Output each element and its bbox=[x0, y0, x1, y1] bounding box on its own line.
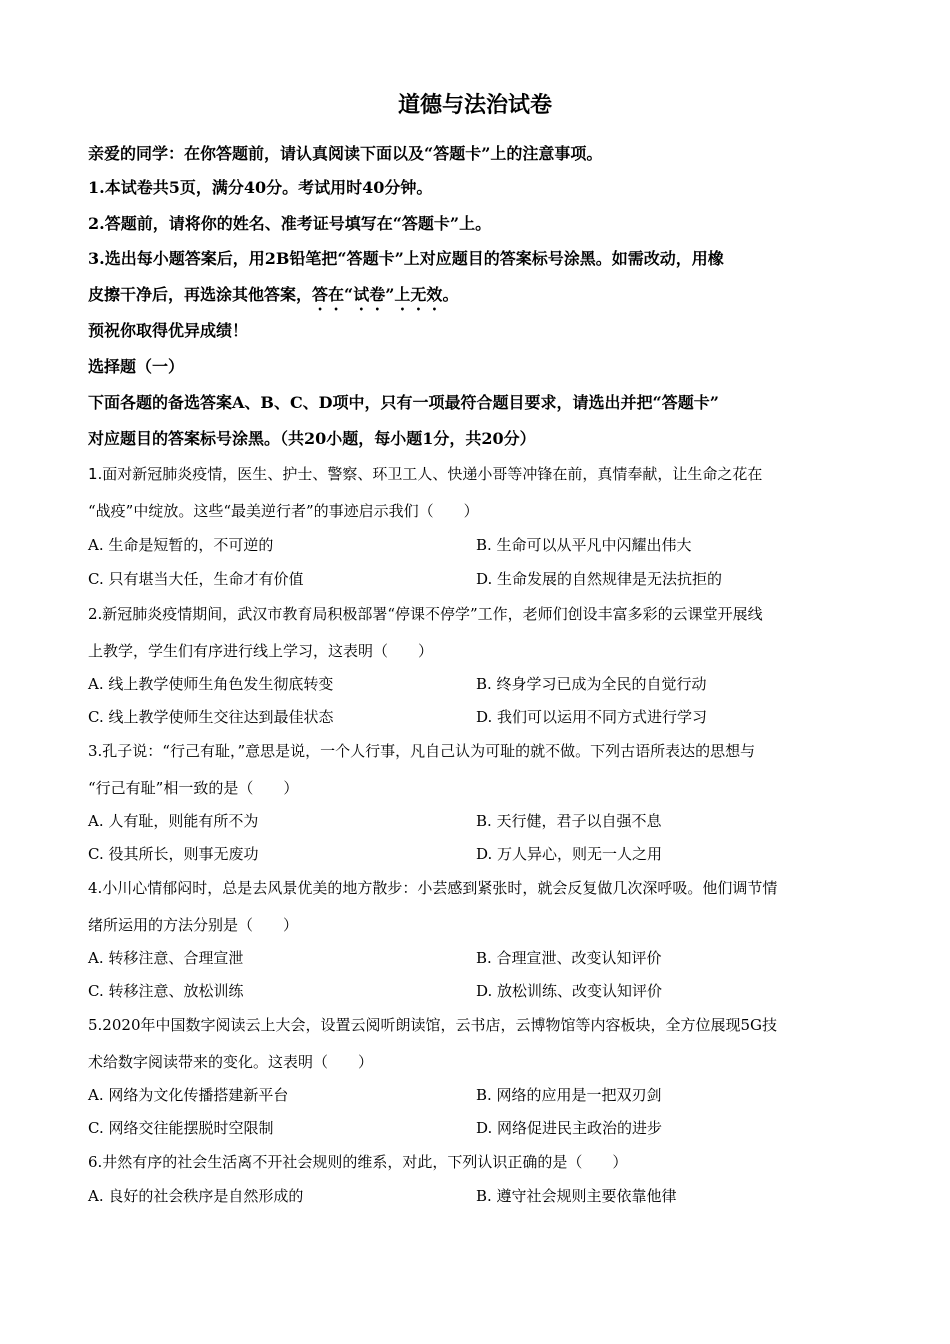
question-5-stem-line-1: 5.2020年中国数字阅读云上大会，设置云阅听朗读馆，云书店，云博物馆等内容板块，全方位展现5G技 bbox=[88, 1016, 778, 1034]
question-5-option-d: D. 网络促进民主政治的进步 bbox=[476, 1119, 663, 1137]
question-2-stem-line-2: 上教学，学生们有序进行线上学习，这表明（ ） bbox=[88, 642, 434, 660]
instructions-wish: 预祝你取得优异成绩！ bbox=[88, 321, 249, 340]
question-3-option-d: D. 万人异心，则无一人之用 bbox=[476, 845, 663, 863]
question-1-option-b: B. 生命可以从平凡中闪耀出伟大 bbox=[476, 536, 692, 554]
instructions-item-2: 2.答题前，请将你的姓名、准考证号填写在“答题卡”上。 bbox=[88, 214, 492, 233]
section-heading: 选择题（一） bbox=[88, 357, 185, 376]
question-2-option-b: B. 终身学习已成为全民的自觉行动 bbox=[476, 675, 707, 693]
question-3-stem-line-1: 3.孔子说：“行己有耻，”意思是说，一个人行事，凡自己认为可耻的就不做。下列古语所表达的思想与 bbox=[88, 742, 756, 760]
question-6-option-a: A. 良好的社会秩序是自然形成的 bbox=[88, 1187, 304, 1205]
page-title: 道德与法治试卷 bbox=[397, 92, 552, 118]
question-1-stem-line-1 bbox=[88, 463, 863, 485]
question-5-option-a: A. 网络为文化传播搭建新平台 bbox=[88, 1086, 289, 1104]
question-3-option-b: B. 天行健，君子以自强不息 bbox=[476, 812, 662, 830]
question-3-option-c: C. 役其所长，则事无废功 bbox=[88, 845, 259, 863]
instructions-item-3-line-1: 3.选出每小题答案后，用2B铅笔把“答题卡”上对应题目的答案标号涂黑。如需改动，用橡 bbox=[88, 249, 724, 268]
question-3-stem-line-2: “行己有耻”相一致的是（ ） bbox=[88, 779, 299, 797]
instructions-item-3-suffix: 。 bbox=[442, 285, 459, 304]
question-4-option-c: C. 转移注意、放松训练 bbox=[88, 982, 244, 1000]
instructions-item-3-line-2 bbox=[88, 284, 863, 314]
question-2-stem-line-1: 2.新冠肺炎疫情期间，武汉市教育局积极部署“停课不停学”工作，老师们创设丰富多彩的云课堂开展线 bbox=[88, 605, 763, 623]
section-directions-line-2: 对应题目的答案标号涂黑。（共20小题，每小题1分，共20分） bbox=[88, 429, 536, 448]
question-4-option-a: A. 转移注意、合理宣泄 bbox=[88, 949, 244, 967]
question-2-option-d: D. 我们可以运用不同方式进行学习 bbox=[476, 708, 708, 726]
question-1-stem-line-2: “战疫”中绽放。这些“最美逆行者”的事迹启示我们（ ） bbox=[88, 502, 479, 520]
question-6-option-b: B. 遵守社会规则主要依靠他律 bbox=[476, 1187, 677, 1205]
question-1-option-a: A. 生命是短暂的，不可逆的 bbox=[88, 536, 274, 554]
question-1-option-c: C. 只有堪当大任，生命才有价值 bbox=[88, 570, 304, 588]
instructions-item-3-prefix: 皮擦干净后，再选涂其他答案， bbox=[88, 285, 313, 304]
question-4-option-d: D. 放松训练、改变认知评价 bbox=[476, 982, 663, 1000]
question-2-option-a: A. 线上教学使师生角色发生彻底转变 bbox=[88, 675, 334, 693]
question-6-stem-line-1: 6.井然有序的社会生活离不开社会规则的维系，对此，下列认识正确的是（ ） bbox=[88, 1153, 628, 1171]
question-2-option-c: C. 线上教学使师生交往达到最佳状态 bbox=[88, 708, 334, 726]
instructions-greeting: 亲爱的同学：在你答题前，请认真阅读下面以及“答题卡”上的注意事项。 bbox=[88, 144, 603, 163]
instructions-item-1: 1.本试卷共5页，满分40分。考试用时40分钟。 bbox=[88, 178, 433, 197]
question-5-stem-line-2: 术给数字阅读带来的变化。这表明（ ） bbox=[88, 1053, 374, 1071]
question-5-option-c: C. 网络交往能摆脱时空限制 bbox=[88, 1119, 274, 1137]
emphasis-text: 答在“试卷”上无效 bbox=[312, 285, 443, 304]
question-4-stem-line-1: 4.小川心情郁闷时，总是去风景优美的地方散步：小芸感到紧张时，就会反复做几次深呼吸。他们调节情 bbox=[88, 879, 778, 897]
question-1-option-d: D. 生命发展的自然规律是无法抗拒的 bbox=[476, 570, 723, 588]
question-3-option-a: A. 人有耻，则能有所不为 bbox=[88, 812, 259, 830]
question-1-stem-text: 1.面对新冠肺炎疫情，医生、护士、警察、环卫工人、快递小哥等冲锋在前，真情奉献，让生命之花在 bbox=[88, 465, 763, 483]
question-4-option-b: B. 合理宣泄、改变认知评价 bbox=[476, 949, 662, 967]
question-5-option-b: B. 网络的应用是一把双刃剑 bbox=[476, 1086, 662, 1104]
question-4-stem-line-2: 绪所运用的方法分别是（ ） bbox=[88, 916, 299, 934]
section-directions-line-1: 下面各题的备选答案A、B、C、D项中，只有一项最符合题目要求，请选出并把“答题卡” bbox=[88, 393, 719, 412]
